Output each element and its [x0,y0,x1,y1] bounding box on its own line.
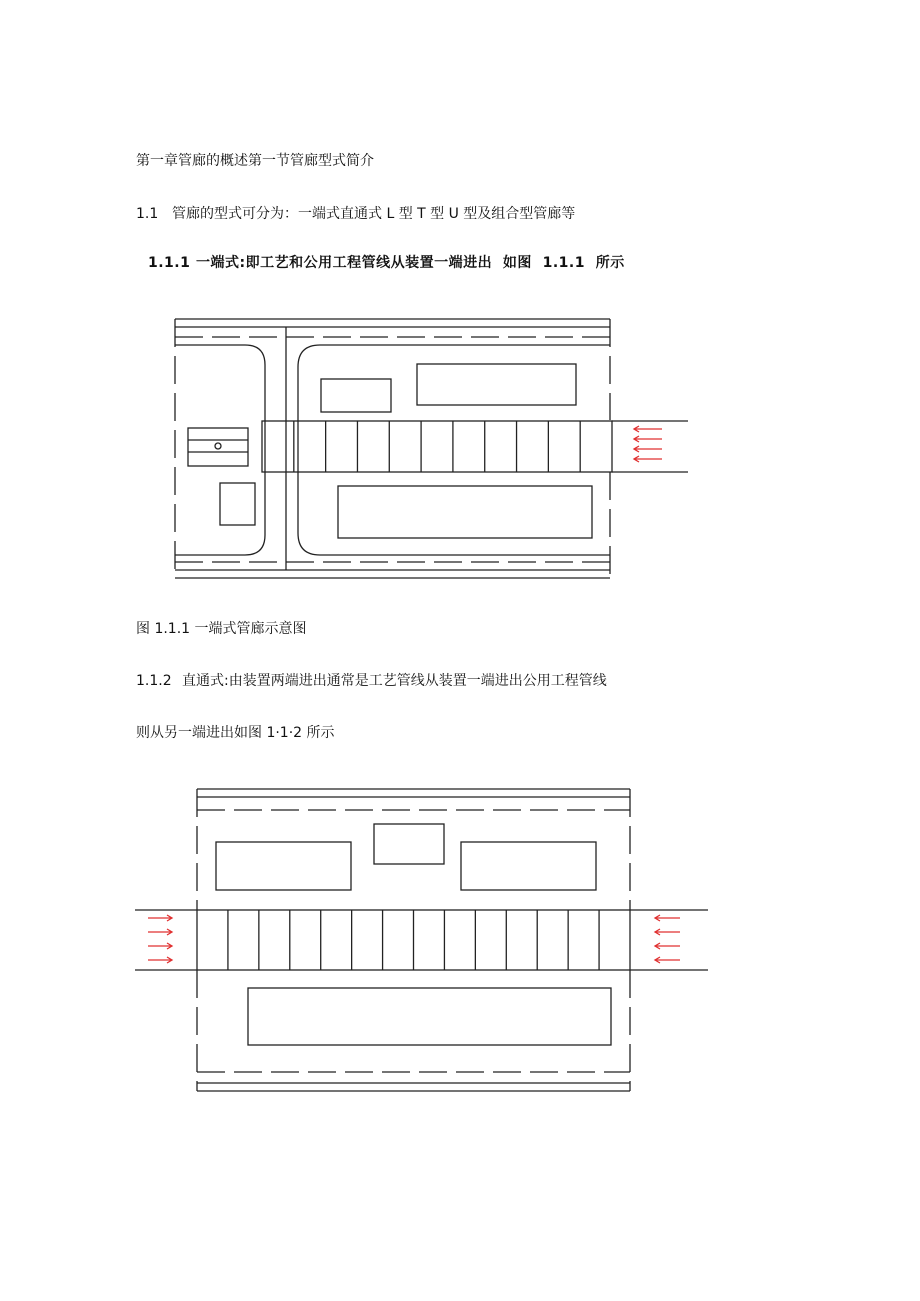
equipment-block [338,486,592,538]
left-arrows-icon [634,426,662,462]
equipment-block [216,842,351,890]
pipe-rack-outline [262,421,612,472]
equipment-block [461,842,596,890]
section-1-1-number: 1.1 [136,206,159,222]
flow-arrow [655,943,680,949]
flow-arrow [634,426,662,432]
flow-arrow [655,957,680,963]
flow-arrow [634,446,662,452]
section-1-1-2-continuation: 则从另一端进出如图 1·1·2 所示 [136,725,335,741]
control-building [188,428,248,466]
internal-road-right [298,345,610,555]
flow-arrow [148,929,172,935]
section-1-1-text: 管廊的型式可分为：一端式直通式 L 型 T 型 U 型及组合型管廊等 [172,206,576,222]
figure-2-through-pipe-rack-diagram [0,780,920,1110]
right-arrows-icon [148,915,172,963]
figure-1-one-end-pipe-rack-diagram [0,300,920,620]
left-arrows-icon [655,915,680,963]
flow-arrow [148,915,172,921]
section-1-1-1-number: 1.1.1 [148,255,191,271]
pipe-rack [197,910,630,970]
flow-arrow [148,943,172,949]
chapter-heading: 第一章管廊的概述第一节管廊型式简介 [136,153,374,169]
equipment-block [417,364,576,405]
flow-arrow [634,456,662,462]
equipment-block [321,379,391,412]
flow-arrow [148,957,172,963]
equipment-block [374,824,444,864]
equipment-block [220,483,255,525]
figure-1-caption: 图 1.1.1 一端式管廊示意图 [136,621,307,637]
flow-arrow [655,929,680,935]
control-building-marker [215,443,221,449]
section-1-1-2-number: 1.1.2 [136,673,172,689]
section-1-1-2-text: 直通式:由装置两端进出通常是工艺管线从装置一端进出公用工程管线 [182,673,607,689]
equipment-block [248,988,611,1045]
flow-arrow [634,436,662,442]
section-1-1-1-text: 一端式:即工艺和公用工程管线从装置一端进出 如图 1.1.1 所示 [196,255,625,271]
pipe-rack [262,421,612,472]
flow-arrow [655,915,680,921]
